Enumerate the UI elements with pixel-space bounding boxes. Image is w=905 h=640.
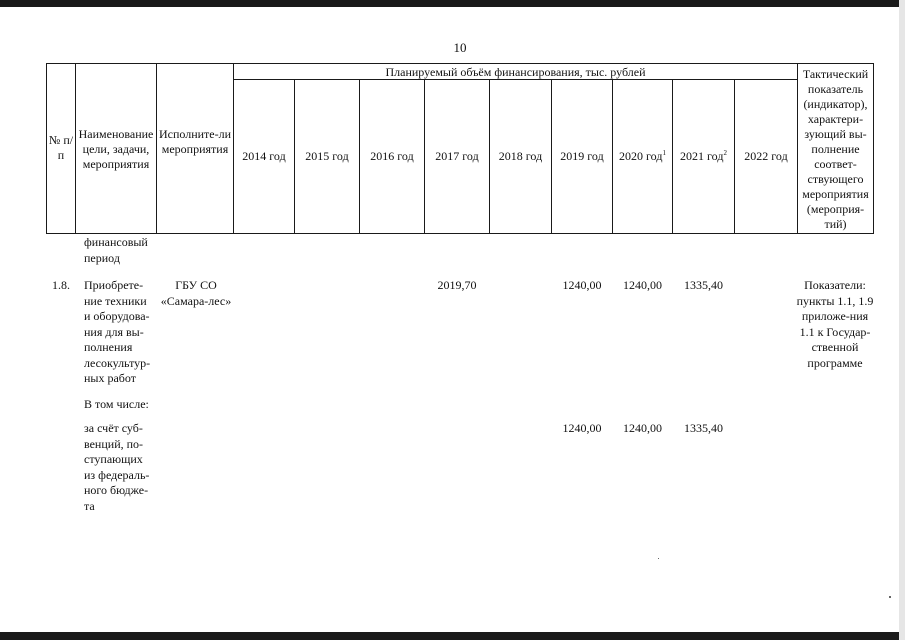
- row-indicator: Показатели: пункты 1.1, 1.9 приложе-ния 1.1 к Государ-ственной программе: [796, 278, 874, 370]
- footnote-marker: 1: [662, 149, 666, 157]
- scan-speck: [658, 558, 659, 559]
- col-border: [873, 63, 874, 234]
- header-top-line: [46, 63, 874, 64]
- scan-border-bottom: [0, 632, 905, 640]
- header-num: № п/п: [48, 133, 74, 162]
- subrow-value-2019: 1240,00: [562, 421, 602, 435]
- row-value-2020: 1240,00: [623, 278, 662, 292]
- scan-border-right: [899, 0, 905, 640]
- header-indicator: Тактический показатель (индикатор), характери-зующий вы-полнение соответ-ствующего мероприятия (мероприя-тий): [802, 67, 869, 231]
- header-executor: Исполните-ли мероприятия: [158, 127, 232, 156]
- carryover-text: финансовый период: [84, 235, 148, 265]
- header-year-2022: 2022 год: [744, 149, 788, 163]
- scan-speck: [889, 596, 891, 598]
- header-financing: Планируемый объём финансирования, тыс. рублей: [385, 65, 646, 79]
- scan-border-top: [0, 0, 905, 7]
- row-name: Приобрете-ние техники и оборудова-ния для вы-полнения лесокультур-ных работ: [84, 278, 151, 385]
- row-value-2019: 1240,00: [562, 278, 602, 292]
- row-value-2017: 2019,70: [437, 278, 477, 292]
- header-year-2016: 2016 год: [370, 149, 414, 163]
- header-year-2021: 2021 год$^2$: [680, 149, 727, 163]
- header-year-2018: 2018 год: [498, 149, 543, 163]
- header-year-2015: 2015 год: [305, 149, 349, 163]
- header-year-2019: 2019 год: [560, 149, 604, 163]
- row-number: 1.8.: [52, 278, 70, 292]
- page-number: 10: [453, 40, 467, 55]
- header-year-2014: 2014 год: [242, 149, 286, 163]
- subrow-value-2021: 1335,40: [684, 421, 723, 435]
- header-bottom-line: [46, 233, 874, 234]
- header-year-2020: 2020 год$^1$: [619, 149, 666, 163]
- row-executor: ГБУ СО «Самара-лес»: [160, 278, 232, 308]
- subrow-value-2020: 1240,00: [623, 421, 662, 435]
- row-value-2021: 1335,40: [684, 278, 723, 292]
- footnote-marker: 2: [723, 149, 727, 157]
- header-year-2017: 2017 год: [435, 149, 479, 163]
- including-label: В том числе:: [84, 397, 149, 411]
- header-name: Наименование цели, задачи, мероприятия: [78, 127, 154, 171]
- subrow-name: за счёт суб-венций, по-ступающих из федераль-ного бюдже-та: [84, 421, 150, 513]
